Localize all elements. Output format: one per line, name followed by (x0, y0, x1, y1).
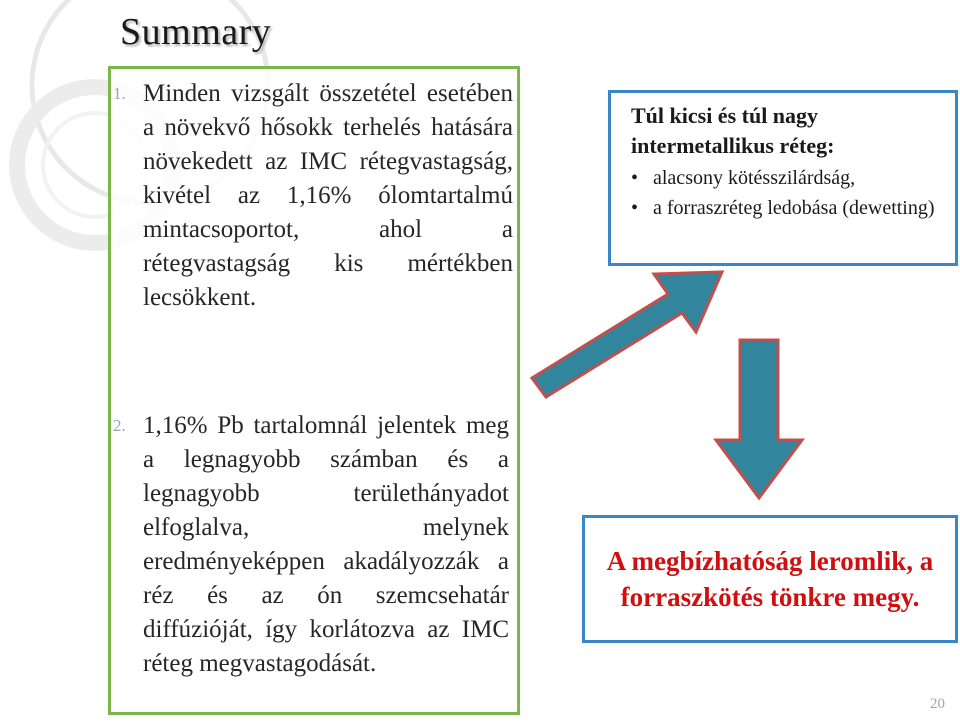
bullet-icon: • (631, 167, 639, 189)
finding-item-1 (113, 77, 513, 315)
info-bullet-list (631, 163, 947, 223)
list-item-text: a forraszréteg ledobása (dewetting) (653, 197, 935, 219)
info-box (608, 90, 958, 266)
down-arrow-icon (716, 340, 802, 498)
findings-panel (108, 66, 520, 715)
conclusion-text: A megbízhatóság leromlik, a forraszkötés tönkre megy. (606, 546, 934, 612)
bullet-icon: • (631, 197, 639, 219)
finding-item-2 (113, 409, 509, 681)
list-item (631, 163, 947, 193)
list-item (631, 193, 947, 223)
list-item-text: alacsony kötésszilárdság, (653, 167, 856, 189)
item-number: 1. (113, 84, 126, 103)
info-title: Túl kicsi és túl nagy intermetallikus réteg: (631, 103, 835, 158)
item-text: Minden vizsgált összetétel esetében a növekvő hősokk terhelés hatására növekedett az IMC rétegvastagság, kivétel az 1,16% ólomtartalmú mintacsoportot, ahol a rétegvastagság kis mértékben lecsökkent. (143, 80, 513, 311)
diagonal-arrow-icon (532, 272, 722, 397)
item-number: 2. (113, 416, 126, 435)
slide-title: Summary (120, 11, 272, 53)
item-text: 1,16% Pb tartalomnál jelentek meg a legnagyobb számban és a legnagyobb területhányadot elfoglalva, melynek eredményeképpen akadályozzák a réz és az ón szemcsehatár diffúzióját, így korlátozva az IMC réteg megvastagodását. (143, 412, 509, 677)
conclusion-box (582, 515, 958, 643)
page-number: 20 (930, 696, 945, 712)
